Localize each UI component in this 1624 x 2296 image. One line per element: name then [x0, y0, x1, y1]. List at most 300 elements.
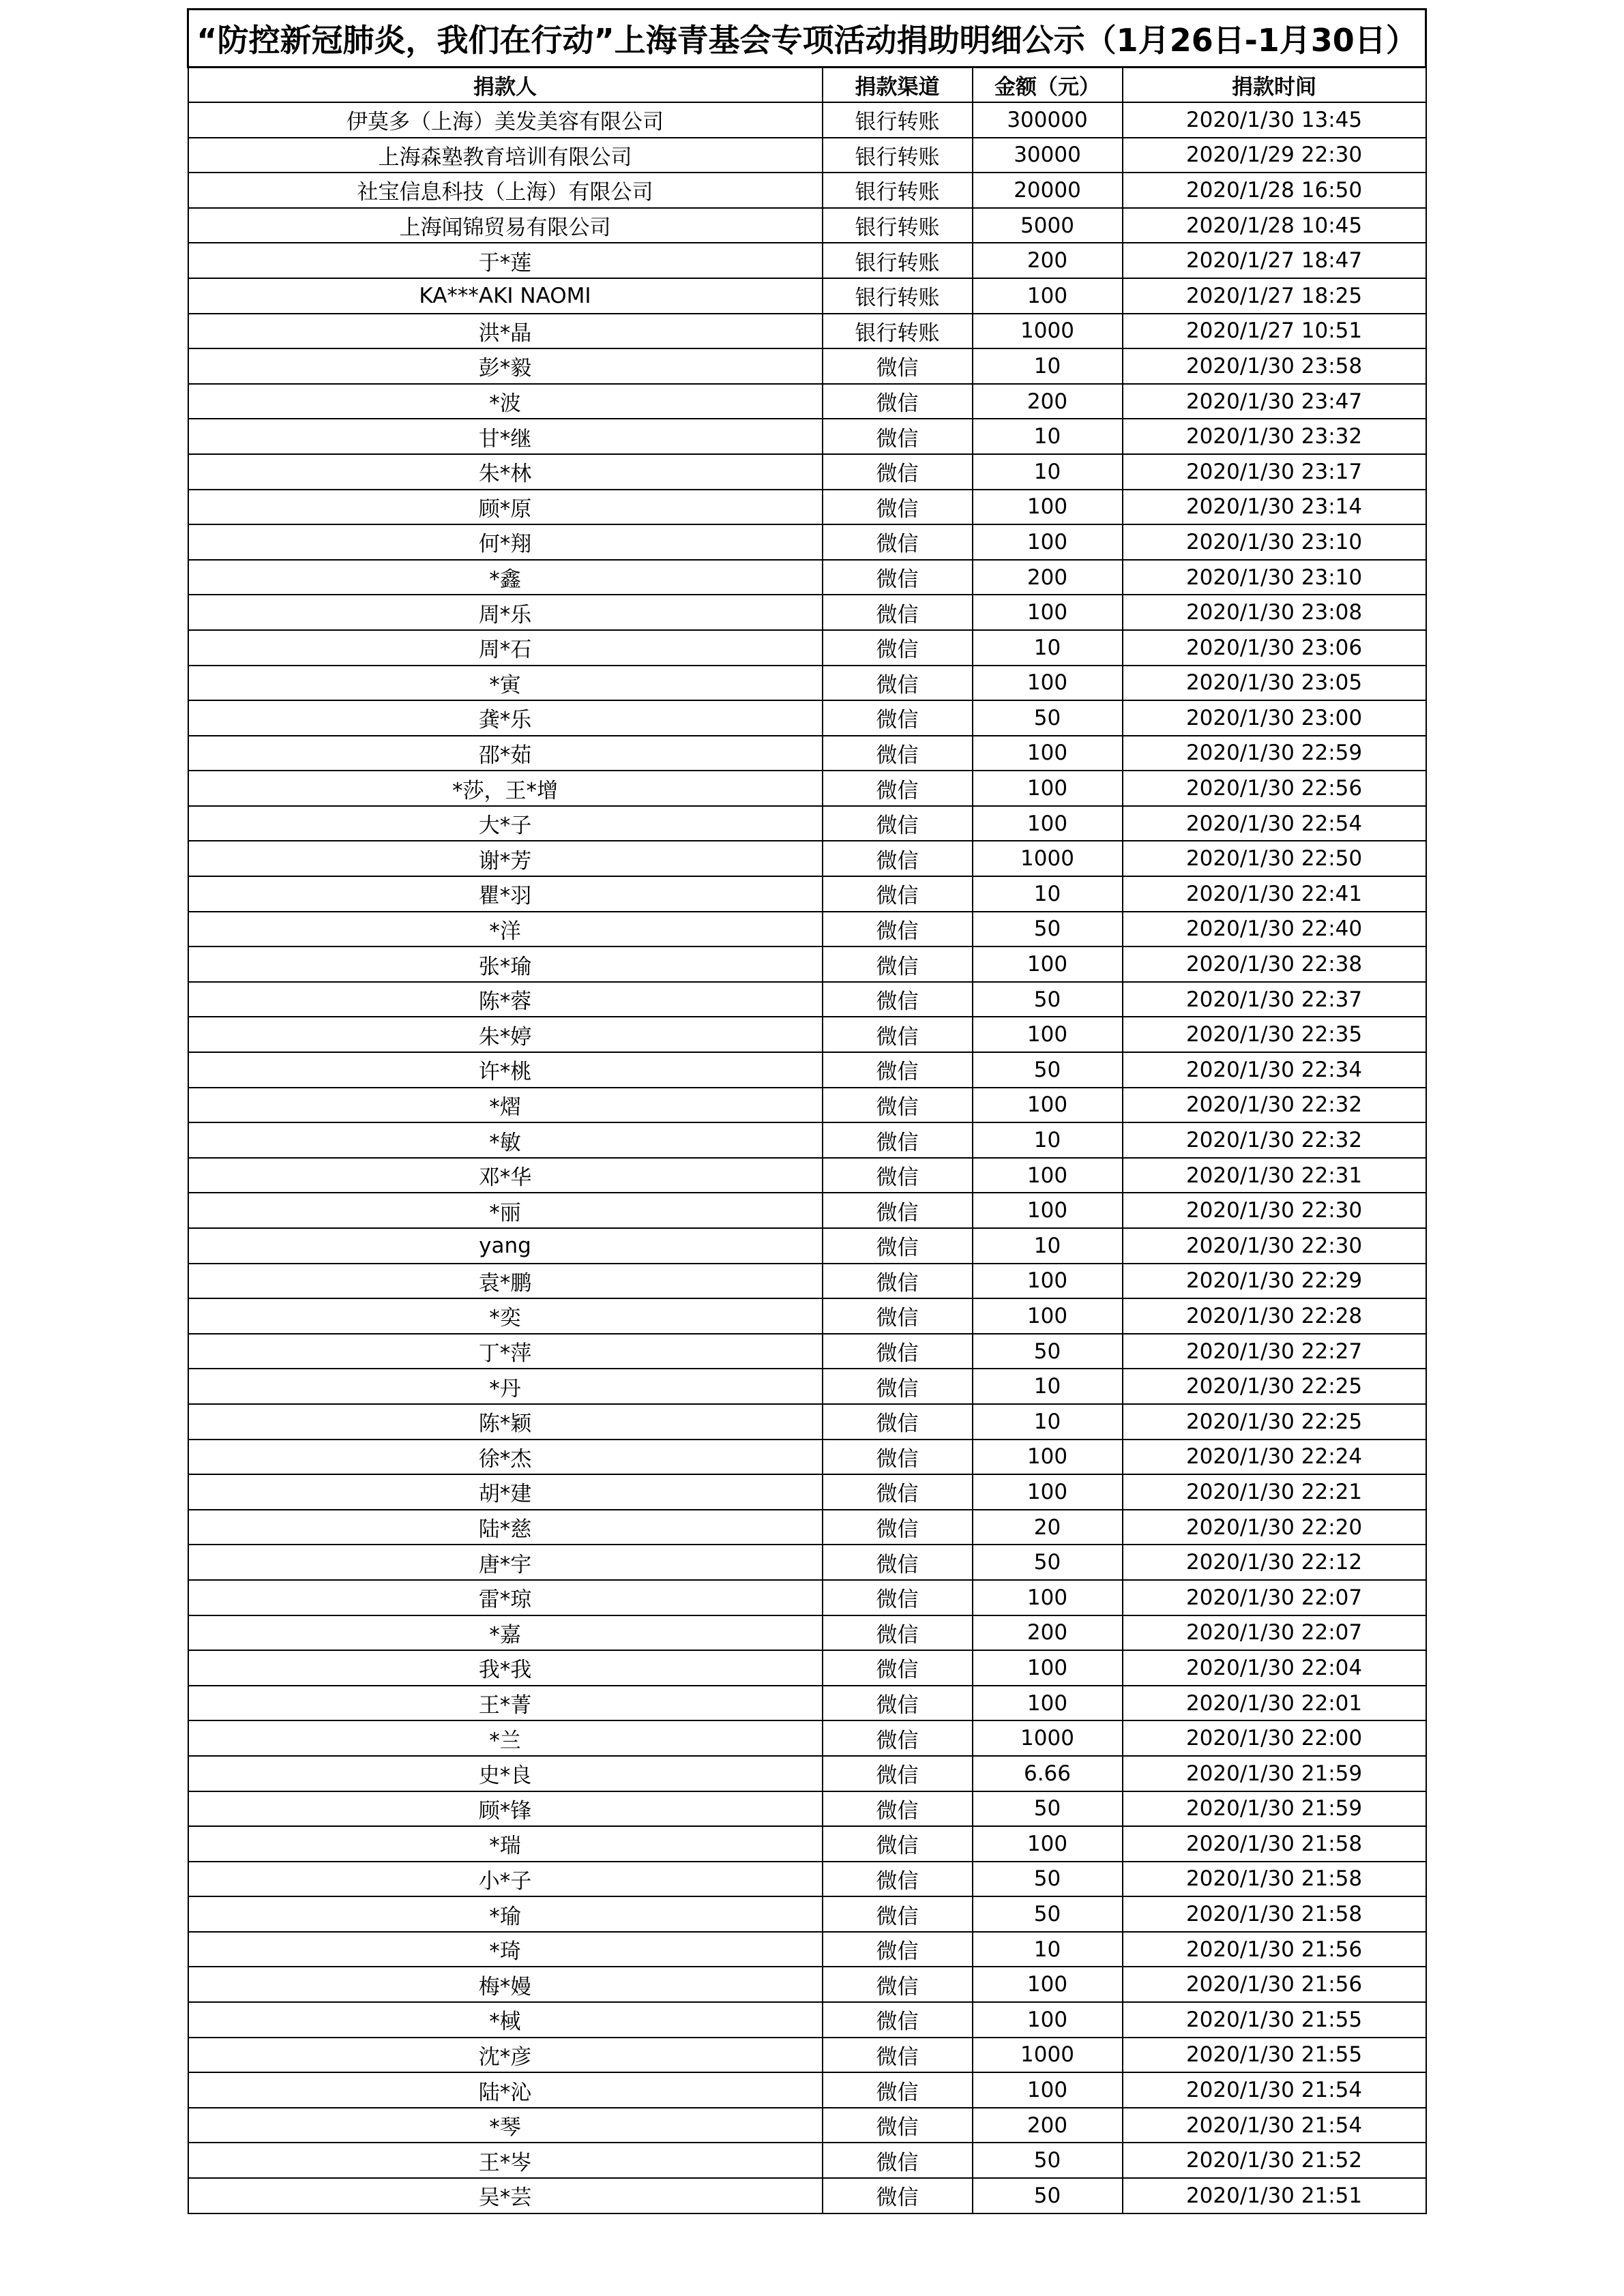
amount-cell: 100	[973, 806, 1123, 841]
donor-cell: *鑫	[188, 560, 823, 595]
channel-cell: 微信	[823, 1826, 973, 1862]
channel-cell: 微信	[823, 876, 973, 912]
time-cell: 2020/1/30 21:59	[1123, 1756, 1426, 1791]
channel-cell: 微信	[823, 841, 973, 876]
amount-cell: 200	[973, 384, 1123, 419]
amount-cell: 5000	[973, 208, 1123, 243]
table-row	[188, 2143, 1426, 2178]
time-cell: 2020/1/30 22:54	[1123, 806, 1426, 841]
time-cell: 2020/1/30 22:01	[1123, 1686, 1426, 1721]
table-row	[188, 1440, 1426, 1475]
amount-cell: 100	[973, 1264, 1123, 1299]
channel-cell: 微信	[823, 630, 973, 666]
channel-cell: 微信	[823, 2178, 973, 2213]
donor-cell: *丽	[188, 1193, 823, 1228]
table-row	[188, 1967, 1426, 2002]
donor-cell: 于*莲	[188, 243, 823, 278]
table-row	[188, 666, 1426, 701]
amount-cell: 100	[973, 1017, 1123, 1052]
time-cell: 2020/1/30 22:37	[1123, 982, 1426, 1017]
amount-cell: 200	[973, 243, 1123, 278]
channel-cell: 微信	[823, 700, 973, 736]
channel-cell: 微信	[823, 1474, 973, 1510]
column-header-donor: 捐款人	[188, 68, 823, 103]
table-row	[188, 208, 1426, 243]
channel-cell: 微信	[823, 1017, 973, 1052]
channel-cell: 微信	[823, 1193, 973, 1228]
amount-cell: 50	[973, 1052, 1123, 1088]
donor-cell: 顾*原	[188, 490, 823, 525]
amount-cell: 10	[973, 630, 1123, 666]
donor-cell: 洪*晶	[188, 314, 823, 349]
channel-cell: 微信	[823, 1932, 973, 1967]
donor-cell: 沈*彦	[188, 2038, 823, 2073]
table-row	[188, 1510, 1426, 1545]
amount-cell: 100	[973, 1440, 1123, 1475]
table-row	[188, 1862, 1426, 1897]
table-row	[188, 1122, 1426, 1158]
table-row	[188, 912, 1426, 947]
time-cell: 2020/1/30 21:54	[1123, 2108, 1426, 2143]
time-cell: 2020/1/30 21:58	[1123, 1826, 1426, 1862]
donor-cell: *兰	[188, 1720, 823, 1756]
channel-cell: 微信	[823, 806, 973, 841]
amount-cell: 10	[973, 1369, 1123, 1404]
amount-cell: 50	[973, 700, 1123, 736]
channel-cell: 银行转账	[823, 173, 973, 208]
donor-cell: 王*菁	[188, 1686, 823, 1721]
channel-cell: 微信	[823, 384, 973, 419]
amount-cell: 50	[973, 1862, 1123, 1897]
table-row	[188, 1264, 1426, 1299]
donor-cell: 彭*毅	[188, 348, 823, 384]
donor-cell: 我*我	[188, 1650, 823, 1686]
donor-cell: *瑜	[188, 1896, 823, 1932]
donor-cell: 吴*芸	[188, 2178, 823, 2213]
channel-cell: 微信	[823, 1404, 973, 1440]
donor-cell: 周*石	[188, 630, 823, 666]
time-cell: 2020/1/30 22:40	[1123, 912, 1426, 947]
time-cell: 2020/1/27 10:51	[1123, 314, 1426, 349]
channel-cell: 微信	[823, 912, 973, 947]
table-row	[188, 1720, 1426, 1756]
time-cell: 2020/1/30 22:20	[1123, 1510, 1426, 1545]
channel-cell: 微信	[823, 2072, 973, 2108]
donor-cell: *敏	[188, 1122, 823, 1158]
amount-cell: 20000	[973, 173, 1123, 208]
channel-cell: 微信	[823, 1686, 973, 1721]
channel-cell: 微信	[823, 1228, 973, 1264]
table-row	[188, 1580, 1426, 1615]
table-row	[188, 454, 1426, 490]
donor-cell: *莎，王*增	[188, 771, 823, 806]
table-row	[188, 806, 1426, 841]
donor-cell: *瑞	[188, 1826, 823, 1862]
amount-cell: 50	[973, 1545, 1123, 1580]
time-cell: 2020/1/30 23:14	[1123, 490, 1426, 525]
table-row	[188, 1334, 1426, 1369]
time-cell: 2020/1/30 23:10	[1123, 524, 1426, 560]
donor-cell: *丹	[188, 1369, 823, 1404]
donor-cell: *洋	[188, 912, 823, 947]
time-cell: 2020/1/30 22:50	[1123, 841, 1426, 876]
channel-cell: 微信	[823, 1650, 973, 1686]
channel-cell: 银行转账	[823, 243, 973, 278]
donor-cell: 王*岑	[188, 2143, 823, 2178]
time-cell: 2020/1/30 22:41	[1123, 876, 1426, 912]
channel-cell: 微信	[823, 982, 973, 1017]
donor-cell: 伊莫多（上海）美发美容有限公司	[188, 102, 823, 138]
channel-cell: 银行转账	[823, 102, 973, 138]
table-row	[188, 630, 1426, 666]
table-row	[188, 2002, 1426, 2038]
amount-cell: 30000	[973, 138, 1123, 173]
channel-cell: 微信	[823, 2038, 973, 2073]
amount-cell: 100	[973, 1826, 1123, 1862]
amount-cell: 10	[973, 348, 1123, 384]
amount-cell: 100	[973, 1650, 1123, 1686]
table-row	[188, 1088, 1426, 1123]
time-cell: 2020/1/30 23:58	[1123, 348, 1426, 384]
amount-cell: 100	[973, 1580, 1123, 1615]
donor-cell: *波	[188, 384, 823, 419]
amount-cell: 100	[973, 1967, 1123, 2002]
amount-cell: 10	[973, 1228, 1123, 1264]
channel-cell: 微信	[823, 1334, 973, 1369]
amount-cell: 100	[973, 1686, 1123, 1721]
amount-cell: 100	[973, 1474, 1123, 1510]
time-cell: 2020/1/30 21:51	[1123, 2178, 1426, 2213]
donor-cell: 何*翔	[188, 524, 823, 560]
time-cell: 2020/1/30 23:00	[1123, 700, 1426, 736]
donor-cell: 徐*杰	[188, 1440, 823, 1475]
donor-cell: 丁*萍	[188, 1334, 823, 1369]
donor-cell: 陈*颖	[188, 1404, 823, 1440]
amount-cell: 100	[973, 2002, 1123, 2038]
donor-cell: 甘*继	[188, 419, 823, 454]
time-cell: 2020/1/30 22:29	[1123, 1264, 1426, 1299]
time-cell: 2020/1/30 22:25	[1123, 1369, 1426, 1404]
channel-cell: 银行转账	[823, 138, 973, 173]
time-cell: 2020/1/30 23:17	[1123, 454, 1426, 490]
time-cell: 2020/1/30 22:35	[1123, 1017, 1426, 1052]
time-cell: 2020/1/30 22:25	[1123, 1404, 1426, 1440]
donor-cell: 张*瑜	[188, 946, 823, 982]
amount-cell: 100	[973, 946, 1123, 982]
channel-cell: 微信	[823, 454, 973, 490]
table-row	[188, 2072, 1426, 2108]
donor-cell: *琦	[188, 1932, 823, 1967]
channel-cell: 微信	[823, 1158, 973, 1193]
donor-cell: 瞿*羽	[188, 876, 823, 912]
table-row	[188, 560, 1426, 595]
amount-cell: 100	[973, 1158, 1123, 1193]
time-cell: 2020/1/30 21:55	[1123, 2038, 1426, 2073]
donor-cell: 邓*华	[188, 1158, 823, 1193]
donor-cell: *奕	[188, 1298, 823, 1334]
channel-cell: 微信	[823, 1615, 973, 1651]
table-row	[188, 1686, 1426, 1721]
table-row	[188, 490, 1426, 525]
title-row	[188, 10, 1426, 68]
time-cell: 2020/1/30 21:58	[1123, 1862, 1426, 1897]
channel-cell: 微信	[823, 1545, 973, 1580]
amount-cell: 100	[973, 736, 1123, 771]
table-row	[188, 348, 1426, 384]
amount-cell: 1000	[973, 314, 1123, 349]
time-cell: 2020/1/30 22:30	[1123, 1228, 1426, 1264]
donor-cell: 朱*婷	[188, 1017, 823, 1052]
time-cell: 2020/1/29 22:30	[1123, 138, 1426, 173]
time-cell: 2020/1/30 22:12	[1123, 1545, 1426, 1580]
table-row	[188, 1615, 1426, 1651]
donor-cell: 社宝信息科技（上海）有限公司	[188, 173, 823, 208]
header-row	[188, 68, 1426, 103]
time-cell: 2020/1/30 22:07	[1123, 1615, 1426, 1651]
column-header-amount: 金额（元）	[973, 68, 1123, 103]
time-cell: 2020/1/30 21:55	[1123, 2002, 1426, 2038]
amount-cell: 10	[973, 876, 1123, 912]
time-cell: 2020/1/27 18:47	[1123, 243, 1426, 278]
donation-table	[187, 8, 1427, 2214]
column-header-time: 捐款时间	[1123, 68, 1426, 103]
time-cell: 2020/1/30 22:31	[1123, 1158, 1426, 1193]
donor-cell: 大*子	[188, 806, 823, 841]
donor-cell: *嘉	[188, 1615, 823, 1651]
time-cell: 2020/1/30 22:00	[1123, 1720, 1426, 1756]
table-row	[188, 1545, 1426, 1580]
time-cell: 2020/1/30 22:59	[1123, 736, 1426, 771]
time-cell: 2020/1/30 21:58	[1123, 1896, 1426, 1932]
donor-cell: *棫	[188, 2002, 823, 2038]
table-row	[188, 1052, 1426, 1088]
channel-cell: 微信	[823, 1756, 973, 1791]
donor-cell: 小*子	[188, 1862, 823, 1897]
table-row	[188, 314, 1426, 349]
donor-cell: 龚*乐	[188, 700, 823, 736]
donor-cell: 邵*茹	[188, 736, 823, 771]
channel-cell: 微信	[823, 1369, 973, 1404]
table-row	[188, 1896, 1426, 1932]
amount-cell: 200	[973, 560, 1123, 595]
donor-cell: *琴	[188, 2108, 823, 2143]
column-header-channel: 捐款渠道	[823, 68, 973, 103]
channel-cell: 微信	[823, 560, 973, 595]
amount-cell: 50	[973, 2143, 1123, 2178]
time-cell: 2020/1/30 21:56	[1123, 1932, 1426, 1967]
time-cell: 2020/1/28 10:45	[1123, 208, 1426, 243]
channel-cell: 微信	[823, 1440, 973, 1475]
amount-cell: 200	[973, 1615, 1123, 1651]
amount-cell: 6.66	[973, 1756, 1123, 1791]
amount-cell: 100	[973, 771, 1123, 806]
donor-cell: 谢*芳	[188, 841, 823, 876]
channel-cell: 微信	[823, 946, 973, 982]
time-cell: 2020/1/30 22:30	[1123, 1193, 1426, 1228]
table-row	[188, 700, 1426, 736]
donor-cell: 雷*琼	[188, 1580, 823, 1615]
table-row	[188, 1193, 1426, 1228]
time-cell: 2020/1/30 23:05	[1123, 666, 1426, 701]
table-row	[188, 1474, 1426, 1510]
amount-cell: 100	[973, 1193, 1123, 1228]
table-row	[188, 173, 1426, 208]
amount-cell: 10	[973, 419, 1123, 454]
table-row	[188, 1017, 1426, 1052]
time-cell: 2020/1/30 22:21	[1123, 1474, 1426, 1510]
time-cell: 2020/1/27 18:25	[1123, 278, 1426, 314]
amount-cell: 50	[973, 982, 1123, 1017]
time-cell: 2020/1/30 22:34	[1123, 1052, 1426, 1088]
donor-cell: 上海森塾教育培训有限公司	[188, 138, 823, 173]
channel-cell: 微信	[823, 2143, 973, 2178]
time-cell: 2020/1/30 23:10	[1123, 560, 1426, 595]
donor-cell: *熠	[188, 1088, 823, 1123]
amount-cell: 100	[973, 1298, 1123, 1334]
table-row	[188, 138, 1426, 173]
channel-cell: 微信	[823, 1298, 973, 1334]
time-cell: 2020/1/30 21:56	[1123, 1967, 1426, 2002]
channel-cell: 微信	[823, 1720, 973, 1756]
time-cell: 2020/1/30 21:52	[1123, 2143, 1426, 2178]
page-title: “防控新冠肺炎，我们在行动”上海青基会专项活动捐助明细公示（1月26日-1月30日）	[188, 10, 1426, 68]
table-row	[188, 736, 1426, 771]
table-row	[188, 524, 1426, 560]
channel-cell: 微信	[823, 524, 973, 560]
table-row	[188, 1228, 1426, 1264]
table-row	[188, 102, 1426, 138]
time-cell: 2020/1/30 22:28	[1123, 1298, 1426, 1334]
channel-cell: 微信	[823, 348, 973, 384]
channel-cell: 微信	[823, 736, 973, 771]
table-row	[188, 1932, 1426, 1967]
time-cell: 2020/1/30 22:56	[1123, 771, 1426, 806]
amount-cell: 50	[973, 2178, 1123, 2213]
time-cell: 2020/1/30 23:32	[1123, 419, 1426, 454]
channel-cell: 微信	[823, 2108, 973, 2143]
amount-cell: 100	[973, 490, 1123, 525]
table-row	[188, 1826, 1426, 1862]
time-cell: 2020/1/30 21:54	[1123, 2072, 1426, 2108]
donor-cell: 梅*嫚	[188, 1967, 823, 2002]
time-cell: 2020/1/30 23:06	[1123, 630, 1426, 666]
amount-cell: 1000	[973, 841, 1123, 876]
channel-cell: 微信	[823, 490, 973, 525]
donor-cell: 唐*宇	[188, 1545, 823, 1580]
time-cell: 2020/1/30 22:07	[1123, 1580, 1426, 1615]
table-row	[188, 2108, 1426, 2143]
amount-cell: 100	[973, 2072, 1123, 2108]
donor-cell: 上海闻锦贸易有限公司	[188, 208, 823, 243]
channel-cell: 微信	[823, 1967, 973, 2002]
channel-cell: 微信	[823, 1264, 973, 1299]
donor-cell: 周*乐	[188, 595, 823, 630]
donor-cell: 许*桃	[188, 1052, 823, 1088]
table-row	[188, 595, 1426, 630]
table-row	[188, 278, 1426, 314]
time-cell: 2020/1/30 22:27	[1123, 1334, 1426, 1369]
amount-cell: 10	[973, 1932, 1123, 1967]
table-row	[188, 1158, 1426, 1193]
table-row	[188, 2038, 1426, 2073]
channel-cell: 银行转账	[823, 208, 973, 243]
time-cell: 2020/1/30 22:38	[1123, 946, 1426, 982]
table-row	[188, 1404, 1426, 1440]
channel-cell: 微信	[823, 1896, 973, 1932]
channel-cell: 微信	[823, 1052, 973, 1088]
amount-cell: 100	[973, 595, 1123, 630]
amount-cell: 10	[973, 1122, 1123, 1158]
channel-cell: 微信	[823, 2002, 973, 2038]
table-row	[188, 384, 1426, 419]
amount-cell: 1000	[973, 1720, 1123, 1756]
table-row	[188, 771, 1426, 806]
amount-cell: 100	[973, 278, 1123, 314]
time-cell: 2020/1/30 22:24	[1123, 1440, 1426, 1475]
donor-cell: 史*良	[188, 1756, 823, 1791]
table-row	[188, 1650, 1426, 1686]
channel-cell: 银行转账	[823, 314, 973, 349]
donor-cell: 陆*慈	[188, 1510, 823, 1545]
table-row	[188, 876, 1426, 912]
donor-cell: 袁*鹏	[188, 1264, 823, 1299]
time-cell: 2020/1/30 22:04	[1123, 1650, 1426, 1686]
channel-cell: 微信	[823, 1580, 973, 1615]
time-cell: 2020/1/30 21:59	[1123, 1791, 1426, 1827]
table-row	[188, 841, 1426, 876]
table-body	[188, 102, 1426, 2213]
amount-cell: 10	[973, 454, 1123, 490]
channel-cell: 微信	[823, 419, 973, 454]
channel-cell: 微信	[823, 771, 973, 806]
amount-cell: 1000	[973, 2038, 1123, 2073]
table-row	[188, 1369, 1426, 1404]
amount-cell: 100	[973, 1088, 1123, 1123]
channel-cell: 微信	[823, 1510, 973, 1545]
table-row	[188, 243, 1426, 278]
donor-cell: 陈*蓉	[188, 982, 823, 1017]
amount-cell: 300000	[973, 102, 1123, 138]
channel-cell: 微信	[823, 1088, 973, 1123]
table-row	[188, 946, 1426, 982]
channel-cell: 微信	[823, 1862, 973, 1897]
channel-cell: 银行转账	[823, 278, 973, 314]
table-row	[188, 1298, 1426, 1334]
table-row	[188, 1791, 1426, 1827]
amount-cell: 20	[973, 1510, 1123, 1545]
channel-cell: 微信	[823, 1791, 973, 1827]
amount-cell: 50	[973, 1791, 1123, 1827]
amount-cell: 50	[973, 1334, 1123, 1369]
table-row	[188, 982, 1426, 1017]
time-cell: 2020/1/30 22:32	[1123, 1122, 1426, 1158]
time-cell: 2020/1/30 23:47	[1123, 384, 1426, 419]
amount-cell: 100	[973, 666, 1123, 701]
channel-cell: 微信	[823, 1122, 973, 1158]
amount-cell: 50	[973, 912, 1123, 947]
donor-cell: yang	[188, 1228, 823, 1264]
donor-cell: 陆*沁	[188, 2072, 823, 2108]
time-cell: 2020/1/30 13:45	[1123, 102, 1426, 138]
table-row	[188, 419, 1426, 454]
table-row	[188, 2178, 1426, 2213]
donor-cell: 朱*林	[188, 454, 823, 490]
table-row	[188, 1756, 1426, 1791]
time-cell: 2020/1/30 22:32	[1123, 1088, 1426, 1123]
amount-cell: 10	[973, 1404, 1123, 1440]
channel-cell: 微信	[823, 595, 973, 630]
donor-cell: 胡*建	[188, 1474, 823, 1510]
